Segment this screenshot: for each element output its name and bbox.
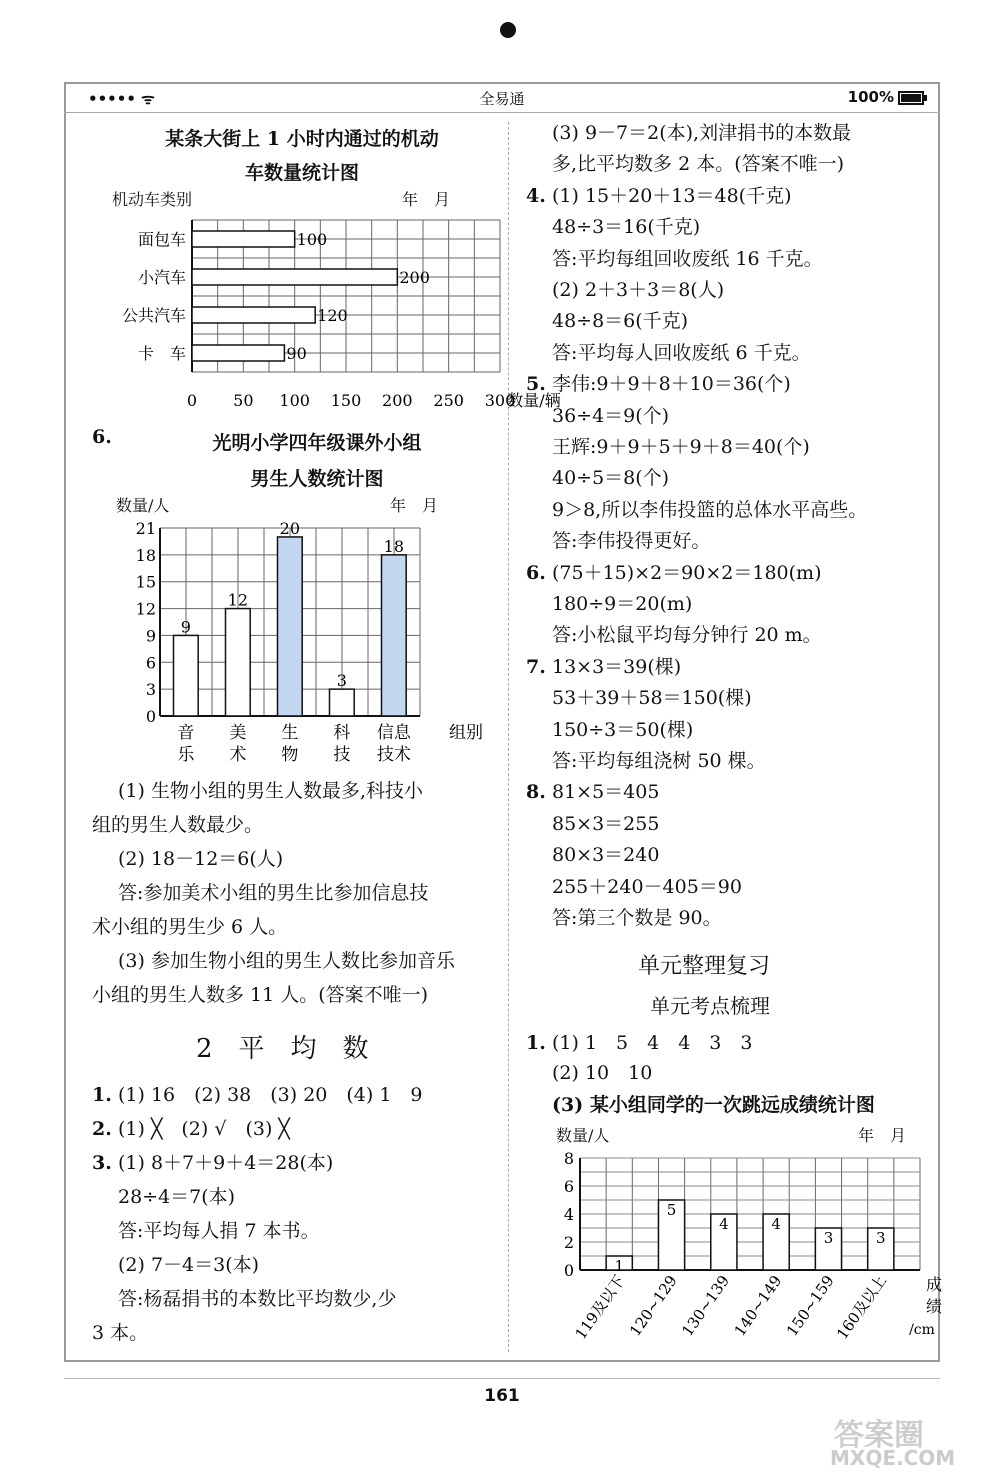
page-number: 161 (484, 1386, 520, 1406)
category-label: 119及以下 (571, 1271, 629, 1343)
item-text: 255＋240－405＝90 (552, 875, 742, 898)
axis-unit: 绩 (925, 1297, 943, 1316)
axis-unit: 组别 (449, 723, 483, 743)
text-line: 小组的男生人数多 11 人。(答案不唯一) (92, 984, 429, 1006)
footer-line (64, 1378, 940, 1379)
tick-label: 18 (135, 545, 156, 565)
category-label: 公共汽车 (121, 306, 186, 325)
bar (382, 555, 407, 716)
item-text: (3) 9－7＝2(本),刘津捐书的本数最 (552, 122, 852, 144)
item-text: 王辉:9＋9＋5＋9＋8＝40(个) (552, 436, 810, 458)
tick-label: 150 (330, 391, 362, 410)
chart2-vertical-bar (100, 518, 500, 770)
item-text: 85×3＝255 (552, 812, 660, 835)
text-line: 术小组的男生少 6 人。 (92, 916, 288, 938)
item-number: 8. (526, 781, 546, 804)
item-text: 答:李伟投得更好。 (552, 530, 711, 553)
item-text: 答:平均每人捐 7 本书。 (118, 1220, 320, 1242)
item-text: 答:杨磊捐书的本数比平均数少,少 (118, 1288, 397, 1310)
text-line: 答:参加美术小组的男生比参加信息技 (118, 882, 429, 904)
category-label: 面包车 (137, 230, 186, 249)
category-label: 160及以上 (833, 1271, 891, 1343)
tick-label: 200 (382, 391, 413, 410)
text-line: 组的男生人数最少。 (92, 814, 264, 836)
item-number: 3. (92, 1152, 112, 1174)
category-label: 小汽车 (137, 268, 186, 287)
item-text: 28÷4＝7(本) (118, 1186, 236, 1208)
item-text: 答:平均每人回收废纸 6 千克。 (552, 341, 811, 364)
tick-label: 50 (233, 391, 254, 410)
data-label: 120 (317, 306, 348, 325)
item-text: (1) 1 5 4 4 3 3 (552, 1032, 753, 1054)
bar (174, 635, 199, 716)
data-label: 1 (614, 1257, 625, 1275)
tick-label: 0 (563, 1261, 574, 1280)
item-text: 40÷5＝8(个) (552, 467, 670, 490)
axis-unit: /cm (909, 1322, 935, 1338)
category-label: 130~139 (678, 1271, 734, 1340)
text-line: (2) 18－12＝6(人) (118, 848, 284, 870)
chart1-horizontal-bar (100, 214, 561, 414)
section-title: 2 平 均 数 (196, 1034, 369, 1064)
tick-label: 6 (563, 1177, 574, 1196)
tick-label: 300 (484, 391, 516, 410)
item-number: 6. (526, 561, 546, 584)
category-label: 120~129 (626, 1271, 681, 1340)
item-text: 36÷4＝9(个) (552, 404, 670, 427)
tick-label: 21 (135, 519, 156, 538)
data-label: 12 (227, 590, 249, 610)
data-label: 3 (336, 671, 347, 691)
item-text: 150÷3＝50(棵) (552, 718, 694, 741)
battery-status (848, 88, 924, 106)
item-text: (2) 2＋3＋3＝8(人) (552, 279, 725, 301)
unit-subtitle: 单元考点梳理 (650, 994, 770, 1018)
item-text: (2) 10 10 (552, 1062, 653, 1084)
watermark-url: MXQE.COM (830, 1446, 956, 1470)
tick-label: 9 (145, 626, 156, 646)
bar (278, 537, 303, 716)
item-text: (2) 7－4＝3(本) (118, 1254, 260, 1276)
data-label: 90 (286, 344, 307, 363)
item-text: 53＋39＋58＝150(棵) (552, 687, 752, 710)
data-label: 3 (875, 1229, 886, 1247)
item-number: 1. (92, 1084, 112, 1106)
category-label: 术 (229, 745, 247, 765)
category-label: 信息 (376, 723, 411, 743)
text-line: (1) 生物小组的男生人数最多,科技小 (118, 780, 423, 802)
axis-unit: 数量/辆 (507, 391, 561, 410)
chart3-vertical-bar (548, 1148, 943, 1360)
data-label: 4 (719, 1215, 729, 1233)
data-label: 200 (399, 268, 430, 287)
chart3-ylabel: 数量/人 (556, 1126, 610, 1145)
tick-label: 100 (279, 391, 310, 410)
status-bar (64, 84, 940, 113)
chart3-title: (3) 某小组同学的一次跳远成绩统计图 (552, 1094, 875, 1116)
chart1-ylabel: 机动车类别 (112, 190, 193, 209)
battery-icon (898, 91, 924, 105)
data-label: 100 (296, 230, 328, 249)
category-label: 物 (281, 745, 299, 765)
tick-label: 15 (135, 572, 156, 592)
category-label: 乐 (177, 745, 195, 765)
tick-label: 8 (563, 1149, 574, 1168)
tick-label: 0 (145, 707, 156, 726)
tick-label: 0 (186, 391, 198, 410)
bar (192, 269, 397, 285)
axis-unit: 成 (925, 1275, 943, 1294)
bar (192, 307, 315, 323)
text-line: (3) 参加生物小组的男生人数比参加音乐 (118, 950, 455, 972)
category-label: 技 (333, 745, 351, 765)
category-label: 生 (281, 723, 299, 743)
item-number: 7. (526, 655, 546, 678)
chart2-title-line1: 光明小学四年级课外小组 (212, 432, 422, 454)
data-label: 9 (180, 617, 191, 637)
signal-icon: ••••• ᯤ (88, 90, 155, 108)
item-text: (1) 8＋7＋9＋4＝28(本) (118, 1152, 334, 1174)
data-label: 4 (771, 1215, 781, 1233)
item-text: 9＞8,所以李伟投篮的总体水平高些。 (552, 498, 868, 521)
item-text: 答:第三个数是 90。 (552, 907, 722, 929)
item-text: 48÷3＝16(千克) (552, 216, 701, 239)
data-label: 5 (666, 1201, 677, 1219)
item-number: 1. (526, 1032, 546, 1054)
item-number: 5. (526, 373, 546, 396)
app-title: 全易通 (479, 90, 525, 108)
category-label: 科 (333, 723, 351, 743)
category-label: 140~149 (730, 1271, 786, 1340)
tick-label: 2 (563, 1233, 574, 1252)
item-text: 13×3＝39(棵) (552, 655, 682, 678)
chart3-date: 年 月 (858, 1126, 907, 1145)
data-label: 3 (823, 1229, 834, 1247)
camera-dot (500, 22, 516, 38)
category-label: 美 (229, 723, 247, 743)
chart1-title-line2: 车数量统计图 (244, 162, 359, 184)
item-text: 答:平均每组回收废纸 16 千克。 (552, 247, 823, 270)
item-text: 3 本。 (92, 1322, 149, 1344)
tick-label: 3 (145, 680, 156, 700)
watermark-logo: 答案圈 (834, 1418, 924, 1453)
bar (192, 231, 295, 247)
tick-label: 6 (145, 653, 156, 673)
category-label: 音 (177, 723, 195, 743)
data-label: 20 (279, 518, 301, 538)
chart1-title-line1: 某条大街上 1 小时内通过的机动 (165, 128, 439, 150)
tick-label: 250 (433, 391, 464, 410)
item-text: 80×3＝240 (552, 844, 660, 867)
unit-title: 单元整理复习 (638, 954, 771, 979)
bar (330, 689, 355, 716)
chart1-date: 年 月 (402, 190, 451, 209)
item-text: (1) 15＋20＋13＝48(千克) (552, 184, 792, 207)
chart2-date: 年 月 (390, 496, 439, 515)
bar (192, 345, 284, 361)
data-label: 18 (383, 536, 405, 556)
item-text: 180÷9＝20(m) (552, 593, 693, 615)
tick-label: 4 (563, 1205, 574, 1224)
battery-percent: 100% (847, 88, 894, 106)
q6-number: 6. (92, 426, 112, 448)
item-text: 81×5＝405 (552, 781, 660, 804)
category-label: 技术 (376, 745, 411, 765)
item-text: 答:平均每组浇树 50 棵。 (552, 750, 766, 772)
item-number: 2. (92, 1118, 112, 1140)
item-text: (1) ╳ (2) √ (3) ╳ (118, 1118, 290, 1140)
chart2-title-line2: 男生人数统计图 (250, 468, 384, 490)
item-text: (1) 16 (2) 38 (3) 20 (4) 1 9 (118, 1084, 423, 1106)
chart2-ylabel: 数量/人 (116, 496, 170, 515)
item-number: 4. (526, 184, 546, 207)
item-text: 多,比平均数多 2 本。(答案不唯一) (552, 153, 845, 176)
tick-label: 12 (135, 599, 156, 619)
category-label: 卡 车 (137, 344, 186, 363)
item-text: (75＋15)×2＝90×2＝180(m) (552, 561, 822, 584)
item-text: 答:小松鼠平均每分钟行 20 m。 (552, 624, 822, 647)
item-text: 李伟:9＋9＋8＋10＝36(个) (552, 373, 791, 396)
category-label: 150~159 (782, 1271, 838, 1340)
bar (226, 609, 251, 716)
item-text: 48÷8＝6(千克) (552, 310, 689, 333)
